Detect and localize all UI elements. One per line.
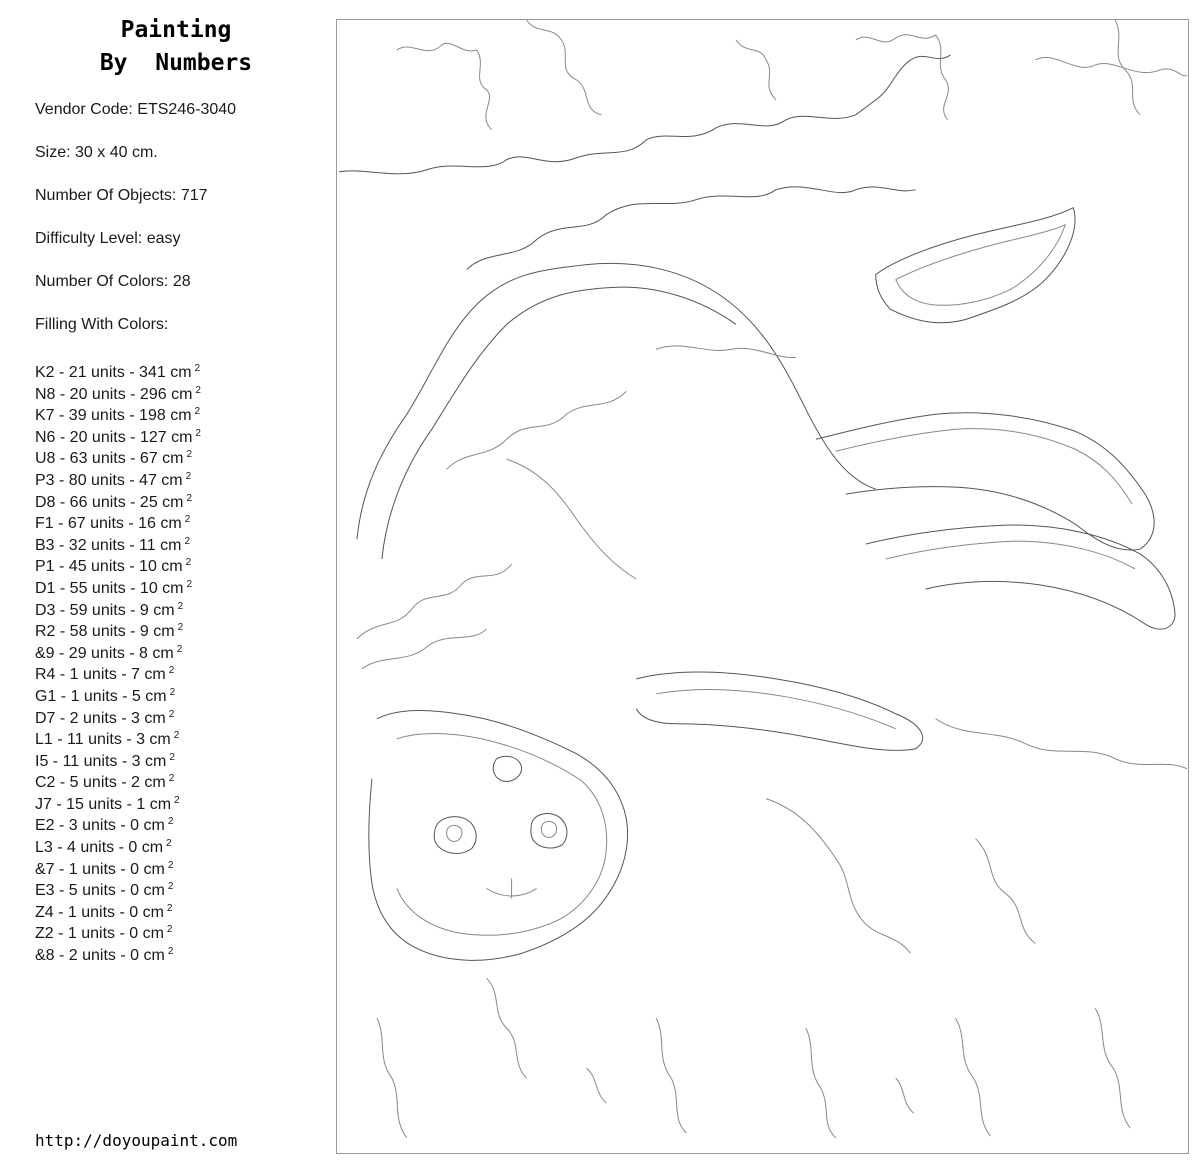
unit-superscript: 2 <box>186 492 193 504</box>
outline-ruffle-2 <box>362 629 487 669</box>
palette-row-text: R2 - 58 units - 9 cm <box>35 623 175 641</box>
outline-bg-right-1 <box>936 719 1187 769</box>
unit-superscript: 2 <box>173 730 180 742</box>
unit-superscript: 2 <box>167 946 174 958</box>
outline-bottom-7 <box>586 1068 913 1113</box>
palette-row <box>35 660 325 682</box>
outline-ruffle-1 <box>357 564 512 639</box>
canvas-size: Size: 30 x 40 cm. <box>35 144 158 161</box>
palette-row-text: K2 - 21 units - 341 cm <box>35 364 192 381</box>
palette-row <box>35 509 325 531</box>
palette-row <box>35 358 325 380</box>
unit-superscript: 2 <box>168 773 175 785</box>
outline-ruffle-4 <box>507 459 637 579</box>
outline-paw-bottom-inner <box>656 690 895 729</box>
palette-row <box>35 919 325 941</box>
palette-row <box>35 855 325 877</box>
palette-row <box>35 423 325 445</box>
palette-row-text: J7 - 15 units - 1 cm <box>35 795 172 813</box>
vendor-code: Vendor Code: ETS246-3040 <box>35 101 237 118</box>
palette-row-text: D1 - 55 units - 10 cm <box>35 579 184 597</box>
unit-superscript: 2 <box>169 686 176 698</box>
unit-superscript: 2 <box>167 859 174 871</box>
palette-row-text: U8 - 63 units - 67 cm <box>35 450 184 468</box>
unit-superscript: 2 <box>194 363 201 374</box>
unit-superscript: 2 <box>166 838 172 850</box>
palette-row-text: &7 - 1 units - 0 cm <box>35 860 165 878</box>
unit-superscript: 2 <box>185 470 192 482</box>
palette-row-text: Z4 - 1 units - 0 cm <box>35 903 164 921</box>
outline-eye-left <box>434 817 476 854</box>
outline-mouth <box>487 878 537 898</box>
outline-eye-right <box>531 814 567 849</box>
unit-superscript: 2 <box>195 427 201 439</box>
unit-superscript: 2 <box>169 751 175 763</box>
outline-sky-top-4 <box>736 40 776 100</box>
outline-ruffle-3 <box>447 391 627 469</box>
unit-superscript: 2 <box>166 924 173 936</box>
palette-row-text: C2 - 5 units - 2 cm <box>35 774 166 792</box>
unit-superscript: 2 <box>167 816 174 828</box>
palette-row-text: K7 - 39 units - 198 cm <box>35 407 192 425</box>
unit-superscript: 2 <box>166 902 173 914</box>
unit-superscript: 2 <box>186 449 193 461</box>
unit-superscript: 2 <box>176 643 183 655</box>
outline-paw-upper-inner <box>836 429 1132 504</box>
outline-bottom-4 <box>806 1028 836 1138</box>
outline-face-inner <box>397 733 607 935</box>
palette-row <box>35 380 325 402</box>
palette-row <box>35 941 325 963</box>
palette-row <box>35 768 325 790</box>
palette-row <box>35 466 325 488</box>
palette-row <box>35 876 325 898</box>
palette-row-text: N8 - 20 units - 296 cm <box>35 385 193 403</box>
outline-nose <box>493 756 521 781</box>
outline-eye-left-pupil <box>447 825 462 841</box>
outline-cat-head <box>357 263 876 539</box>
unit-superscript: 2 <box>177 600 184 612</box>
difficulty-level: Difficulty Level: easy <box>35 230 181 247</box>
outline-sky-top-left <box>339 55 951 174</box>
palette-row <box>35 574 325 596</box>
palette-row-text: G1 - 1 units - 5 cm <box>35 687 167 705</box>
palette-row <box>35 833 325 855</box>
palette-row <box>35 725 325 747</box>
palette-row-text: I5 - 11 units - 3 cm <box>35 752 167 770</box>
cat-outline-drawing <box>337 20 1188 1153</box>
palette-row-text: Z2 - 1 units - 0 cm <box>35 925 164 943</box>
unit-superscript: 2 <box>195 384 201 396</box>
palette-row-text: B3 - 32 units - 11 cm <box>35 536 182 554</box>
palette-row <box>35 704 325 726</box>
outline-canvas <box>336 19 1189 1154</box>
unit-superscript: 2 <box>168 665 175 677</box>
outline-cat-head-inner <box>382 287 736 559</box>
palette-row-text: N6 - 20 units - 127 cm <box>35 428 193 446</box>
page-title <box>60 14 292 80</box>
outline-face <box>369 710 628 960</box>
title-line-2: By Numbers <box>99 50 253 76</box>
outline-cat-back <box>467 187 916 270</box>
palette-row-text: F1 - 67 units - 16 cm <box>35 515 182 533</box>
outline-sky-right <box>1035 58 1187 76</box>
outline-ear-right-inner <box>896 225 1066 306</box>
palette-row <box>35 596 325 618</box>
color-palette-list <box>35 358 325 963</box>
palette-row-text: L3 - 4 units - 0 cm <box>35 839 164 857</box>
palette-row-text: &8 - 2 units - 0 cm <box>35 947 165 965</box>
outline-sky-top-1 <box>397 43 492 130</box>
unit-superscript: 2 <box>186 578 193 590</box>
unit-superscript: 2 <box>185 557 192 569</box>
object-count: Number Of Objects: 717 <box>35 187 208 204</box>
palette-row <box>35 444 325 466</box>
unit-superscript: 2 <box>194 406 201 418</box>
kit-info <box>35 98 325 356</box>
outline-sky-right-2 <box>1115 20 1140 115</box>
palette-row <box>35 682 325 704</box>
outline-bottom-6 <box>1095 1008 1130 1128</box>
palette-row <box>35 617 325 639</box>
outline-bg-right-3 <box>975 839 1035 944</box>
palette-row-text: E3 - 5 units - 0 cm <box>35 882 165 900</box>
unit-superscript: 2 <box>167 881 174 893</box>
palette-row <box>35 639 325 661</box>
palette-row-text: P1 - 45 units - 10 cm <box>35 558 183 576</box>
palette-row-text: L1 - 11 units - 3 cm <box>35 731 171 749</box>
outline-bottom-1 <box>377 1018 407 1138</box>
outline-bottom-3 <box>656 1018 686 1133</box>
palette-row <box>35 898 325 920</box>
unit-superscript: 2 <box>184 514 191 526</box>
outline-paw-upper <box>816 413 1154 550</box>
palette-row-text: &9 - 29 units - 8 cm <box>35 644 174 662</box>
palette-row-text: D3 - 59 units - 9 cm <box>35 601 175 619</box>
outline-ear-right <box>876 208 1075 323</box>
outline-bg-right-2 <box>766 799 911 954</box>
palette-row <box>35 531 325 553</box>
outline-sky-top-3 <box>856 35 949 120</box>
palette-row-text: R4 - 1 units - 7 cm <box>35 666 166 684</box>
palette-row <box>35 488 325 510</box>
outline-paw-lower-inner <box>886 541 1135 569</box>
palette-row <box>35 401 325 423</box>
palette-row <box>35 747 325 769</box>
palette-row-text: D8 - 66 units - 25 cm <box>35 493 184 511</box>
outline-bottom-2 <box>487 978 527 1078</box>
outline-bottom-5 <box>956 1018 991 1136</box>
filling-label: Filling With Colors: <box>35 316 169 333</box>
unit-superscript: 2 <box>168 708 175 720</box>
outline-eye-right-pupil <box>541 821 556 837</box>
unit-superscript: 2 <box>177 622 184 634</box>
palette-row <box>35 790 325 812</box>
unit-superscript: 2 <box>174 794 180 806</box>
website-url[interactable]: http://doyoupaint.com <box>35 1131 238 1150</box>
palette-row-text: E2 - 3 units - 0 cm <box>35 817 165 835</box>
outline-ruffle-5 <box>656 346 796 358</box>
palette-row <box>35 811 325 833</box>
outline-sky-top-2 <box>527 20 602 115</box>
palette-row <box>35 552 325 574</box>
palette-row-text: D7 - 2 units - 3 cm <box>35 709 166 727</box>
palette-row-text: P3 - 80 units - 47 cm <box>35 471 183 489</box>
color-count: Number Of Colors: 28 <box>35 273 191 290</box>
unit-superscript: 2 <box>184 535 190 547</box>
outline-paw-bottom <box>636 672 922 750</box>
title-line-1: Painting <box>120 17 232 43</box>
